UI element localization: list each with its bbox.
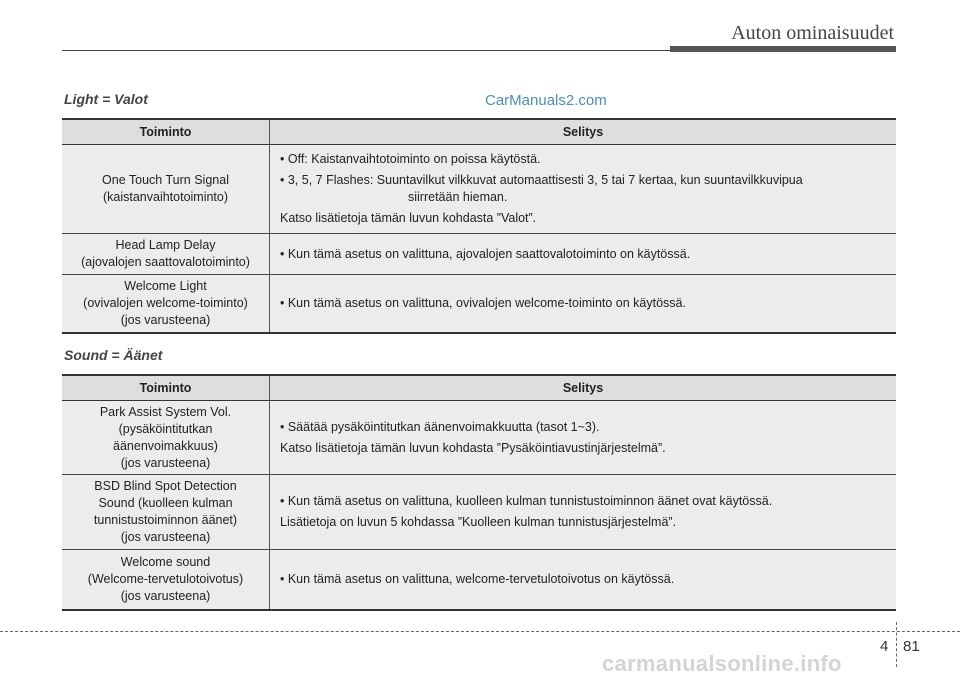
description-text: • 3, 5, 7 Flashes: Suuntavilkut vilkkuvat automaattisesti 3, 5 tai 7 kertaa, kun suuntavilkkuvipua: [280, 173, 803, 187]
table-row: [62, 550, 896, 610]
description-text: Katso lisätietoja tämän luvun kohdasta ”Valot”.: [280, 211, 537, 225]
function-text: Park Assist System Vol.: [99, 404, 232, 419]
table-row: [62, 234, 896, 275]
column-header-function: Toiminto: [62, 375, 270, 401]
carmanualsonline-watermark: carmanualsonline.info: [602, 651, 842, 676]
light-section-title: Light = Valot: [64, 91, 148, 107]
function-text: Sound (kuolleen kulman: [98, 496, 233, 510]
description-cell: [270, 475, 897, 550]
description-cell: [270, 275, 897, 333]
function-text: Welcome sound: [120, 554, 211, 569]
function-text: (kaistanvaihtotoiminto): [102, 190, 229, 204]
function-text: Welcome Light: [124, 278, 207, 293]
column-header-function: Toiminto: [62, 119, 270, 145]
function-text: (jos varusteena): [120, 588, 211, 603]
function-cell: [62, 475, 270, 550]
description-text: Katso lisätietoja tämän luvun kohdasta ”Pysäköintiavustinjärjestelmä”.: [280, 440, 666, 455]
chapter-number: 4: [880, 638, 889, 655]
function-text: (jos varusteena): [120, 530, 211, 544]
function-text: (ovivalojen welcome-toiminto): [83, 295, 248, 310]
description-text: Lisätietoja on luvun 5 kohdassa ”Kuolleen kulman tunnistusjärjestelmä”.: [280, 515, 677, 529]
sound-table: [62, 374, 896, 611]
footer-divider: [896, 622, 897, 667]
description-text: • Off: Kaistanvaihtotoiminto on poissa käytöstä.: [280, 152, 541, 166]
function-text: äänenvoimakkuus): [113, 438, 218, 453]
function-text: (pysäköintitutkan: [118, 421, 213, 436]
table-row: [62, 475, 896, 550]
description-cell: [270, 234, 897, 275]
function-text: One Touch Turn Signal: [102, 173, 229, 187]
function-text: (jos varusteena): [120, 455, 211, 470]
function-text: (Welcome-tervetulotoivotus): [87, 571, 244, 586]
header-rule: [62, 50, 670, 51]
function-text: (ajovalojen saattovalotoiminto): [81, 255, 250, 269]
description-text: siirretään hieman.: [408, 190, 508, 204]
function-cell: [62, 145, 270, 234]
footer-rule: [0, 631, 960, 632]
function-text: Head Lamp Delay: [115, 238, 216, 252]
column-header-description: Selitys: [270, 119, 897, 145]
light-table: [62, 118, 896, 334]
description-cell: [270, 401, 897, 475]
function-cell: [62, 401, 270, 475]
description-cell: [270, 550, 897, 610]
description-text: • Kun tämä asetus on valittuna, kuolleen kulman tunnistustoiminnon äänet ovat käytössä.: [280, 494, 773, 508]
chapter-header-title: Auton ominaisuudet: [731, 22, 894, 44]
sound-section-title: Sound = Äänet: [64, 347, 163, 363]
table-row: [62, 275, 896, 333]
description-text: • Kun tämä asetus on valittuna, ovivalojen welcome-toiminto on käytössä.: [280, 295, 686, 310]
function-text: BSD Blind Spot Detection: [94, 479, 237, 493]
table-header-row: [62, 375, 896, 401]
description-text: • Säätää pysäköintitutkan äänenvoimakkuutta (tasot 1~3).: [280, 419, 600, 434]
description-cell: [270, 145, 897, 234]
function-cell: [62, 275, 270, 333]
table-row: [62, 401, 896, 475]
description-text: • Kun tämä asetus on valittuna, ajovalojen saattovalotoiminto on käytössä.: [280, 246, 691, 261]
carmanuals-watermark: CarManuals2.com: [485, 92, 607, 109]
function-cell: [62, 234, 270, 275]
function-text: tunnistustoiminnon äänet): [93, 513, 238, 527]
header-rule-bar: [670, 46, 896, 52]
table-row: [62, 145, 896, 234]
table-header-row: [62, 119, 896, 145]
function-cell: [62, 550, 270, 610]
description-text: • Kun tämä asetus on valittuna, welcome-tervetulotoivotus on käytössä.: [280, 571, 675, 586]
page-number: 81: [903, 638, 920, 655]
function-text: (jos varusteena): [120, 312, 211, 327]
column-header-description: Selitys: [270, 375, 897, 401]
